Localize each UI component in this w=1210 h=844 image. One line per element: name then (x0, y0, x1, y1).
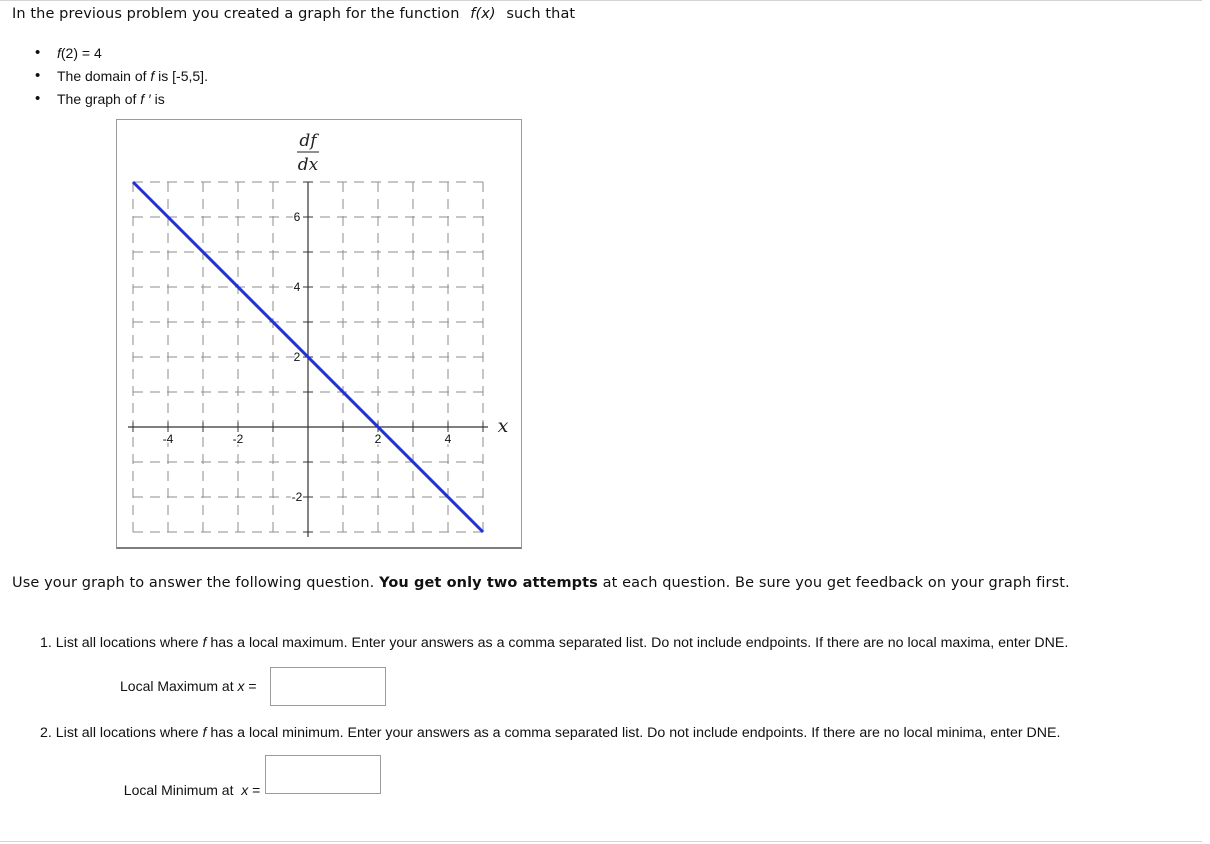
condition-item: • The graph of f ′ is (0, 90, 208, 113)
problem-intro (12, 6, 575, 22)
x-tick-label: 2 (374, 432, 382, 446)
instructions-bold: You get only two attempts (379, 575, 598, 591)
conditions-list (0, 44, 208, 113)
y-tick-label: 2 (293, 350, 301, 364)
x-tick-label: -4 (162, 432, 174, 446)
local-max-label: Local Maximum at x = (120, 678, 257, 694)
local-min-input[interactable] (265, 755, 381, 794)
x-tick-label: -2 (232, 432, 244, 446)
instructions-text: Use your graph to answer the following question. (12, 575, 375, 591)
intro-prefix: In the previous problem you created a graph for the function (12, 6, 460, 22)
x-tick-label: 4 (444, 432, 452, 446)
intro-suffix: such that (506, 6, 576, 22)
condition-item: • f(2) = 4 (0, 44, 208, 67)
local-min-label: Local Minimum at x = (123, 782, 261, 798)
x-axis-label: x (497, 415, 509, 437)
question-2: 2. List all locations where f has a local minimum. Enter your answers as a comma separated list. Do not include endpoints. If there are no local minima, enter DNE. (40, 725, 1061, 741)
question-1: 1. List all locations where f has a local maximum. Enter your answers as a comma separated list. Do not include endpoints. If there are no local maxima, enter DNE. (40, 635, 1069, 651)
condition-item: • The domain of f is [-5,5]. (0, 67, 208, 90)
y-axis-label-numerator: df (299, 131, 317, 151)
instructions (12, 575, 1070, 591)
instructions-text-end: at each question. Be sure you get feedback on your graph first. (602, 575, 1070, 591)
y-axis-label-denominator: dx (297, 155, 319, 175)
derivative-graph (116, 119, 522, 549)
intro-function: f(x) (470, 6, 496, 22)
derivative-chart (117, 120, 521, 548)
bottom-divider (0, 841, 1202, 842)
top-divider (0, 0, 1202, 1)
local-max-input[interactable] (270, 667, 386, 706)
y-tick-label: 6 (293, 210, 301, 224)
y-tick-label: 4 (293, 280, 301, 294)
y-tick-label: -2 (291, 490, 303, 504)
